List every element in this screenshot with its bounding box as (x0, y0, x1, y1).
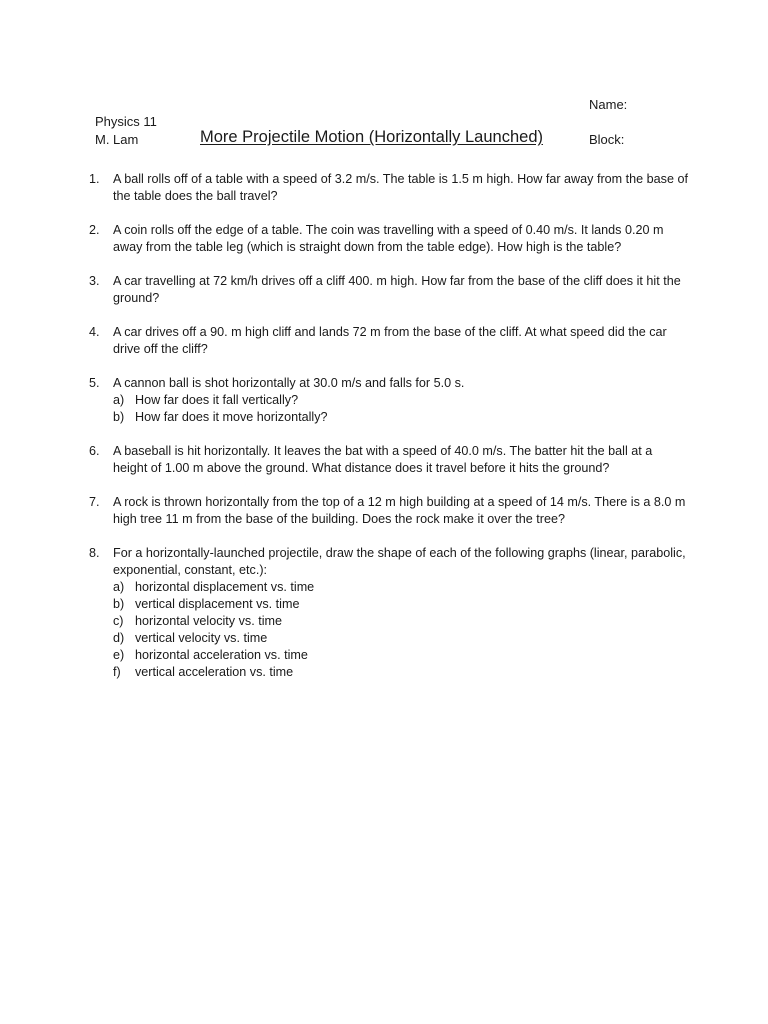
question-number: 5. (89, 376, 100, 390)
question-number: 8. (89, 546, 100, 560)
sub-question-letter: c) (113, 614, 124, 628)
question-text: A rock is thrown horizontally from the top of a 12 m high building at a speed of 14 m/s. There is a 8.0 m high tree 11 m from the base of the building. Does the rock make it over the tree? (113, 495, 686, 526)
sub-question-text: horizontal acceleration vs. time (135, 648, 308, 662)
sub-question-text: How far does it move horizontally? (135, 410, 328, 424)
question-text: A baseball is hit horizontally. It leaves the bat with a speed of 40.0 m/s. The batter hit the ball at a height of 1.00 m above the ground. What distance does it travel before it hits the ground? (113, 444, 653, 475)
question-item (89, 545, 689, 681)
question-number: 1. (89, 172, 100, 186)
question-list (89, 171, 689, 681)
sub-question-letter: f) (113, 665, 121, 679)
question-item (89, 324, 689, 358)
question-number: 7. (89, 495, 100, 509)
sub-question-text: horizontal displacement vs. time (135, 580, 315, 594)
sub-question-text: vertical acceleration vs. time (135, 665, 294, 679)
block-label: Block: (589, 132, 625, 147)
question-number: 2. (89, 223, 100, 237)
question-item (89, 375, 689, 426)
question-number: 4. (89, 325, 100, 339)
sub-question-letter: a) (113, 580, 125, 594)
question-text: A ball rolls off of a table with a speed of 3.2 m/s. The table is 1.5 m high. How far away from the base of the table does the ball travel? (113, 172, 688, 203)
sub-question-item (113, 409, 689, 426)
sub-question-item (113, 596, 689, 613)
question-item (89, 494, 689, 528)
question-number: 6. (89, 444, 100, 458)
name-label: Name: (589, 97, 628, 112)
sub-question-letter: a) (113, 393, 125, 407)
sub-question-list (113, 392, 689, 426)
sub-question-list (113, 579, 689, 681)
sub-question-text: How far does it fall vertically? (135, 393, 299, 407)
sub-question-item (113, 613, 689, 630)
question-text: A cannon ball is shot horizontally at 30.0 m/s and falls for 5.0 s. (113, 376, 465, 390)
course-label: Physics 11 (95, 114, 157, 129)
question-number: 3. (89, 274, 100, 288)
sub-question-letter: d) (113, 631, 125, 645)
teacher-label: M. Lam (95, 132, 139, 147)
sub-question-letter: e) (113, 648, 125, 662)
sub-question-text: vertical displacement vs. time (135, 597, 300, 611)
sub-question-text: horizontal velocity vs. time (135, 614, 282, 628)
question-item (89, 443, 689, 477)
question-text: A coin rolls off the edge of a table. The coin was travelling with a speed of 0.40 m/s. It lands 0.20 m away from the table leg (which is straight down from the table edge). How high is the table? (113, 223, 664, 254)
sub-question-item (113, 664, 689, 681)
sub-question-letter: b) (113, 410, 125, 424)
question-text: A car travelling at 72 km/h drives off a cliff 400. m high. How far from the base of the cliff does it hit the ground? (113, 274, 681, 305)
sub-question-item (113, 630, 689, 647)
question-item (89, 273, 689, 307)
sub-question-text: vertical velocity vs. time (135, 631, 268, 645)
sub-question-item (113, 392, 689, 409)
question-text: A car drives off a 90. m high cliff and lands 72 m from the base of the cliff. At what speed did the car drive off the cliff? (113, 325, 667, 356)
sub-question-letter: b) (113, 597, 125, 611)
page-title: More Projectile Motion (Horizontally Launched) (200, 128, 543, 146)
question-item (89, 222, 689, 256)
question-item (89, 171, 689, 205)
sub-question-item (113, 647, 689, 664)
question-text: For a horizontally-launched projectile, draw the shape of each of the following graphs (linear, parabolic, exponential, constant, etc.): (113, 546, 686, 577)
sub-question-item (113, 579, 689, 596)
